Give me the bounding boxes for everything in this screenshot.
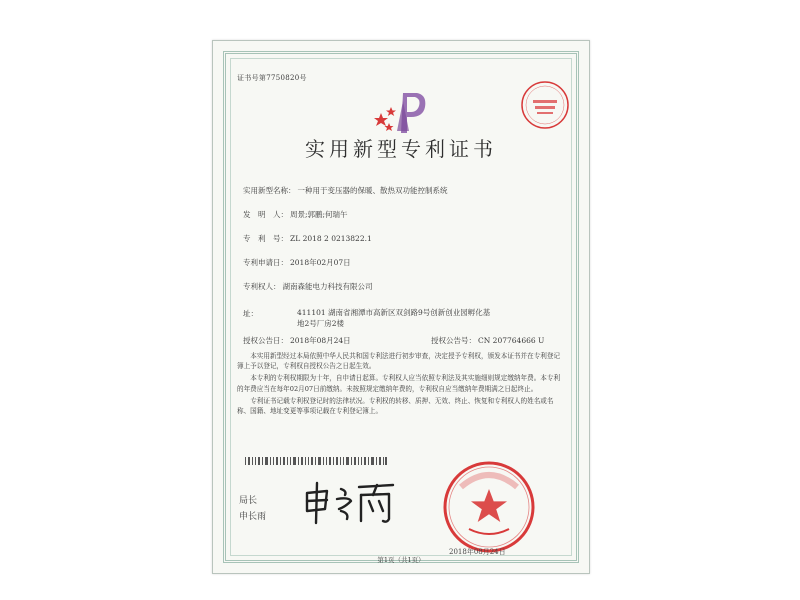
patentee-label: 专利权人： [243, 282, 281, 291]
filing-date-row [243, 257, 351, 268]
certificate-body [237, 351, 565, 416]
address-label: 址： [243, 309, 258, 318]
top-right-stamp-icon [519, 79, 571, 131]
handwritten-signature-icon [301, 479, 397, 525]
patentee-value: 湖南森能电力科技有限公司 [282, 282, 373, 291]
director-name: 申长雨 [239, 512, 267, 522]
barcode-icon [245, 457, 387, 465]
address-line-2: 地2号厂房2楼 [297, 319, 345, 328]
grant-date-value: 2018年08月24日 [290, 336, 351, 345]
body-paragraph-3: 专利证书记载专利权登记时的法律状况。专利权的转移、质押、无效、终止、恢复和专利权人的姓名或名称、国籍、地址变更等事项记载在专利登记簿上。 [237, 396, 554, 416]
utility-model-name-value: 一种用于变压器的保暖、散热双功能控制系统 [297, 186, 448, 195]
grant-number-label: 授权公告号： [431, 336, 476, 345]
body-paragraph-1: 本实用新型经过本局依照中华人民共和国专利法进行初步审查，决定授予专利权，颁发本证书并在专利登记簿上予以登记，专利权自授权公告之日起生效。 [237, 352, 561, 371]
address-line-1: 411101 湖南省湘潭市高新区双剑路9号创新创业园孵化基 [297, 308, 491, 317]
address-value [297, 307, 517, 329]
inventor-label: 发 明 人： [243, 210, 288, 219]
patent-number-row [243, 233, 372, 244]
page-number: 第1页（共1页） [377, 556, 425, 564]
seal-date: 2018年08月24日 [449, 548, 506, 556]
grant-date-label: 授权公告日： [243, 336, 288, 345]
body-paragraph-2: 本专利的专利权期限为十年，自申请日起算。专利权人应当依照专利法及其实施细则规定缴纳年费。本专利的年费应当在每年02月07日前缴纳。未按照规定缴纳年费的，专利权自应当缴纳年费期满之日起终止。 [237, 374, 561, 393]
official-seal-icon [441, 459, 537, 555]
patent-number-value: ZL 2018 2 0213822.1 [290, 234, 372, 243]
filing-date-value: 2018年02月07日 [290, 258, 351, 267]
patent-certificate [212, 40, 590, 574]
grant-date-row [243, 335, 351, 346]
utility-model-name-label: 实用新型名称： [243, 186, 296, 195]
certificate-title: 实用新型专利证书 [305, 137, 497, 161]
cnipa-emblem-icon [373, 91, 431, 135]
patentee-row [243, 281, 373, 292]
utility-model-name-row [243, 185, 448, 196]
inventor-value: 周景;郭鹏;何瑞午 [290, 210, 348, 219]
certificate-number: 证书号第7750820号 [237, 74, 307, 82]
filing-date-label: 专利申请日： [243, 258, 288, 267]
inventor-row [243, 209, 348, 220]
director-title: 局长 [239, 496, 258, 506]
grant-number-row [431, 335, 544, 346]
grant-number-value: CN 207764666 U [478, 336, 545, 345]
patent-number-label: 专 利 号： [243, 234, 288, 243]
address-label-row [243, 308, 258, 319]
